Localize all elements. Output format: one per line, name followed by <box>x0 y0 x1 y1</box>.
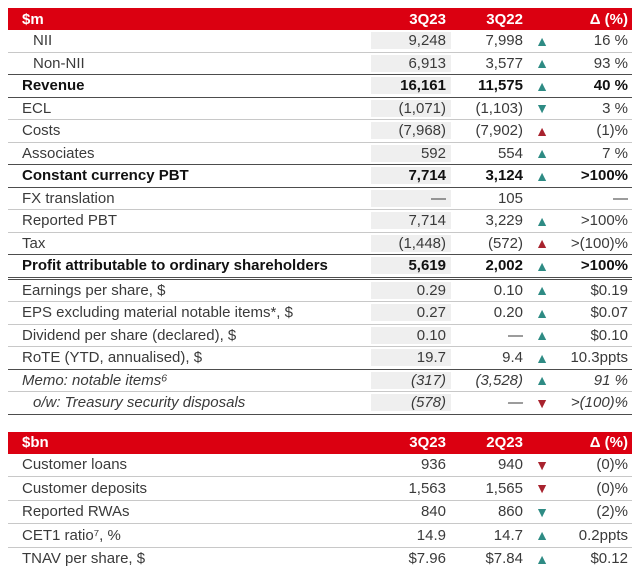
trend-triangle-icon: ▲ <box>529 328 555 342</box>
value-3q23: 0.10 <box>371 327 451 344</box>
table-row <box>8 325 632 348</box>
metric-label: Constant currency PBT <box>8 167 371 184</box>
table-row <box>8 454 632 478</box>
table-row <box>8 120 632 143</box>
table-row <box>8 370 632 393</box>
metric-label: ECL <box>8 100 371 117</box>
value-3q23: — <box>371 190 451 207</box>
trend-triangle-icon: ▼ <box>529 396 555 410</box>
value-3q23: 7,714 <box>371 212 451 229</box>
table-row <box>8 524 632 548</box>
table-row <box>8 210 632 233</box>
metric-label: Earnings per share, $ <box>8 282 371 299</box>
value-3q22: 9.4 <box>451 349 529 366</box>
value-3q23: (578) <box>371 394 451 411</box>
value-3q23: 6,913 <box>371 55 451 72</box>
trend-triangle-icon: ▲ <box>529 283 555 297</box>
delta-value: (0)% <box>555 480 632 497</box>
value-3q22: 3,124 <box>451 167 529 184</box>
value-3q23: 9,248 <box>371 32 451 49</box>
trend-triangle-icon: ▲ <box>529 351 555 365</box>
table-row <box>8 30 632 53</box>
metric-label: Customer loans <box>8 456 371 473</box>
trend-triangle-icon: ▲ <box>529 373 555 387</box>
value-3q23: 14.9 <box>371 527 451 544</box>
table-row <box>8 548 632 570</box>
delta-value: 91 % <box>555 372 632 389</box>
value-2q23: 940 <box>451 456 529 473</box>
value-3q22: 11,575 <box>451 77 529 94</box>
table-row <box>8 143 632 166</box>
metric-label: Costs <box>8 122 371 139</box>
value-3q22: 7,998 <box>451 32 529 49</box>
value-3q23: 840 <box>371 503 451 520</box>
value-3q23: (1,448) <box>371 235 451 252</box>
value-3q22: 3,229 <box>451 212 529 229</box>
value-2q23: 1,565 <box>451 480 529 497</box>
delta-value: >(100)% <box>555 235 632 252</box>
value-3q22: (3,528) <box>451 372 529 389</box>
value-3q22: 3,577 <box>451 55 529 72</box>
value-3q23: (317) <box>371 372 451 389</box>
trend-triangle-icon: ▲ <box>529 146 555 160</box>
metric-label: Tax <box>8 235 371 252</box>
value-3q23: 0.29 <box>371 282 451 299</box>
col-delta-header: Δ (%) <box>555 11 632 28</box>
value-3q22: 105 <box>451 190 529 207</box>
table-row <box>8 75 632 98</box>
delta-value: 0.2ppts <box>555 527 632 544</box>
delta-value: (0)% <box>555 456 632 473</box>
value-2q23: 14.7 <box>451 527 529 544</box>
unit-header: $bn <box>8 434 371 451</box>
trend-triangle-icon: ▼ <box>529 505 555 519</box>
metric-label: FX translation <box>8 190 371 207</box>
value-3q22: 2,002 <box>451 257 529 274</box>
delta-value: $0.07 <box>555 304 632 321</box>
metric-label: RoTE (YTD, annualised), $ <box>8 349 371 366</box>
value-3q23: (1,071) <box>371 100 451 117</box>
trend-triangle-icon: ▲ <box>529 259 555 273</box>
metric-label: Dividend per share (declared), $ <box>8 327 371 344</box>
value-3q23: 936 <box>371 456 451 473</box>
table-row <box>8 392 632 415</box>
table-row <box>8 233 632 256</box>
value-3q23: 7,714 <box>371 167 451 184</box>
trend-triangle-icon: ▼ <box>529 458 555 472</box>
delta-value: $0.19 <box>555 282 632 299</box>
table-row <box>8 98 632 121</box>
unit-header: $m <box>8 11 371 28</box>
value-3q23: 0.27 <box>371 304 451 321</box>
value-2q23: 860 <box>451 503 529 520</box>
value-3q22: (572) <box>451 235 529 252</box>
metric-label: NII <box>8 32 371 49</box>
trend-triangle-icon: ▲ <box>529 528 555 542</box>
value-3q22: — <box>451 394 529 411</box>
metric-label: Revenue <box>8 77 371 94</box>
metric-label: Reported RWAs <box>8 503 371 520</box>
trend-triangle-icon: ▲ <box>529 124 555 138</box>
table-row <box>8 477 632 501</box>
value-3q23: 1,563 <box>371 480 451 497</box>
delta-value: 3 % <box>555 100 632 117</box>
delta-value: 10.3ppts <box>555 349 632 366</box>
delta-value: >100% <box>555 167 632 184</box>
trend-triangle-icon: ▲ <box>529 34 555 48</box>
metric-label: Profit attributable to ordinary shareholders <box>8 257 371 274</box>
pnl-table <box>8 8 632 415</box>
col-3q22-header: 3Q22 <box>451 11 529 28</box>
trend-triangle-icon: ▲ <box>529 306 555 320</box>
value-3q22: — <box>451 327 529 344</box>
value-3q22: (7,902) <box>451 122 529 139</box>
metric-label: TNAV per share, $ <box>8 550 371 567</box>
value-2q23: $7.84 <box>451 550 529 567</box>
delta-value: 16 % <box>555 32 632 49</box>
value-3q23: (7,968) <box>371 122 451 139</box>
col-2q23-header: 2Q23 <box>451 434 529 451</box>
value-3q22: 0.10 <box>451 282 529 299</box>
pnl-table-header <box>8 8 632 30</box>
balance-sheet-header <box>8 432 632 454</box>
table-row <box>8 255 632 280</box>
trend-triangle-icon: ▲ <box>529 56 555 70</box>
table-row <box>8 53 632 76</box>
table-row <box>8 501 632 525</box>
value-3q23: 19.7 <box>371 349 451 366</box>
metric-label: EPS excluding material notable items*, $ <box>8 304 371 321</box>
balance-sheet-table <box>8 432 632 570</box>
table-row <box>8 302 632 325</box>
delta-value: >100% <box>555 257 632 274</box>
metric-label: CET1 ratio⁷, % <box>8 527 371 544</box>
trend-triangle-icon: ▲ <box>529 552 555 566</box>
delta-value: 40 % <box>555 77 632 94</box>
delta-value: $0.12 <box>555 550 632 567</box>
value-3q22: 0.20 <box>451 304 529 321</box>
metric-label: Non-NII <box>8 55 371 72</box>
delta-value: $0.10 <box>555 327 632 344</box>
trend-triangle-icon: ▼ <box>529 101 555 115</box>
delta-value: 7 % <box>555 145 632 162</box>
value-3q22: 554 <box>451 145 529 162</box>
trend-triangle-icon: ▲ <box>529 214 555 228</box>
metric-label: Associates <box>8 145 371 162</box>
delta-value: >100% <box>555 212 632 229</box>
delta-value: — <box>555 190 632 207</box>
table-row <box>8 280 632 303</box>
delta-value: (1)% <box>555 122 632 139</box>
value-3q23: 5,619 <box>371 257 451 274</box>
value-3q22: (1,103) <box>451 100 529 117</box>
table-row <box>8 188 632 211</box>
trend-triangle-icon: ▲ <box>529 236 555 250</box>
value-3q23: 592 <box>371 145 451 162</box>
trend-triangle-icon: ▼ <box>529 481 555 495</box>
metric-label: Reported PBT <box>8 212 371 229</box>
col-3q23-header: 3Q23 <box>371 11 451 28</box>
metric-label: o/w: Treasury security disposals <box>8 394 371 411</box>
table-row <box>8 165 632 188</box>
value-3q23: 16,161 <box>371 77 451 94</box>
metric-label: Customer deposits <box>8 480 371 497</box>
trend-triangle-icon: ▲ <box>529 169 555 183</box>
metric-label: Memo: notable items⁶ <box>8 372 371 389</box>
delta-value: 93 % <box>555 55 632 72</box>
col-3q23-header: 3Q23 <box>371 434 451 451</box>
trend-triangle-icon: ▲ <box>529 79 555 93</box>
value-3q23: $7.96 <box>371 550 451 567</box>
delta-value: (2)% <box>555 503 632 520</box>
table-row <box>8 347 632 370</box>
delta-value: >(100)% <box>555 394 632 411</box>
col-delta-header: Δ (%) <box>555 434 632 451</box>
